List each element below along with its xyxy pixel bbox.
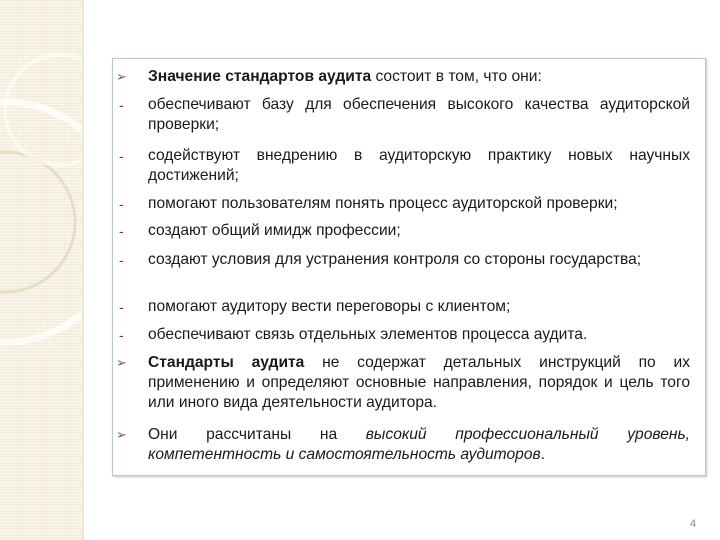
bullet-dash-icon: - <box>119 196 124 212</box>
decorative-side-band <box>0 0 82 540</box>
bullet-arrow-icon: ➢ <box>116 427 127 442</box>
bullet-item-heading <box>148 67 690 87</box>
item-text: состоит в том, что они: <box>371 68 542 85</box>
bullet-dash-icon: - <box>119 252 124 268</box>
bold-term: Значение стандартов аудита <box>148 68 372 85</box>
list-item: содействуют внедрению в аудиторскую практику новых научных достижений; <box>148 147 690 184</box>
bullet-dash-icon: - <box>119 299 124 315</box>
list-item: обеспечивают базу для обеспечения высокого качества аудиторской проверки; <box>148 96 690 133</box>
page-number: 4 <box>690 518 697 530</box>
bullet-dash-icon: - <box>119 223 124 239</box>
bullet-arrow-icon: ➢ <box>116 355 127 370</box>
list-item: помогают аудитору вести переговоры с клиентом; <box>148 298 511 315</box>
italic-phrase: высокий профессиональный уровень, компетентность и самостоятельность аудиторов <box>148 426 690 463</box>
item-text: не содержат детальных инструкций по их применению и определяют основные направления, порядок и цель того или иного вида деятельности аудитора. <box>148 354 690 411</box>
item-text: Они рассчитаны на <box>148 426 366 443</box>
list-item: помогают пользователям понять процесс аудиторской проверки; <box>148 195 618 212</box>
list-item: обеспечивают связь отдельных элементов процесса аудита. <box>148 326 588 343</box>
bold-term: Стандарты аудита <box>148 354 305 371</box>
decorative-circles-graphic <box>0 0 82 540</box>
bullet-arrow-icon: ➢ <box>116 69 127 84</box>
bullet-item-level <box>148 425 690 465</box>
bullet-dash-icon: - <box>119 148 124 164</box>
bullet-dash-icon: - <box>119 327 124 343</box>
band-divider <box>82 0 84 540</box>
item-text-end: . <box>540 446 545 463</box>
list-item: создают условия для устранения контроля со стороны государства; <box>148 251 642 268</box>
bullet-item-standards <box>148 353 690 413</box>
bullet-dash-icon: - <box>119 97 124 113</box>
list-item: создают общий имидж профессии; <box>148 222 401 239</box>
